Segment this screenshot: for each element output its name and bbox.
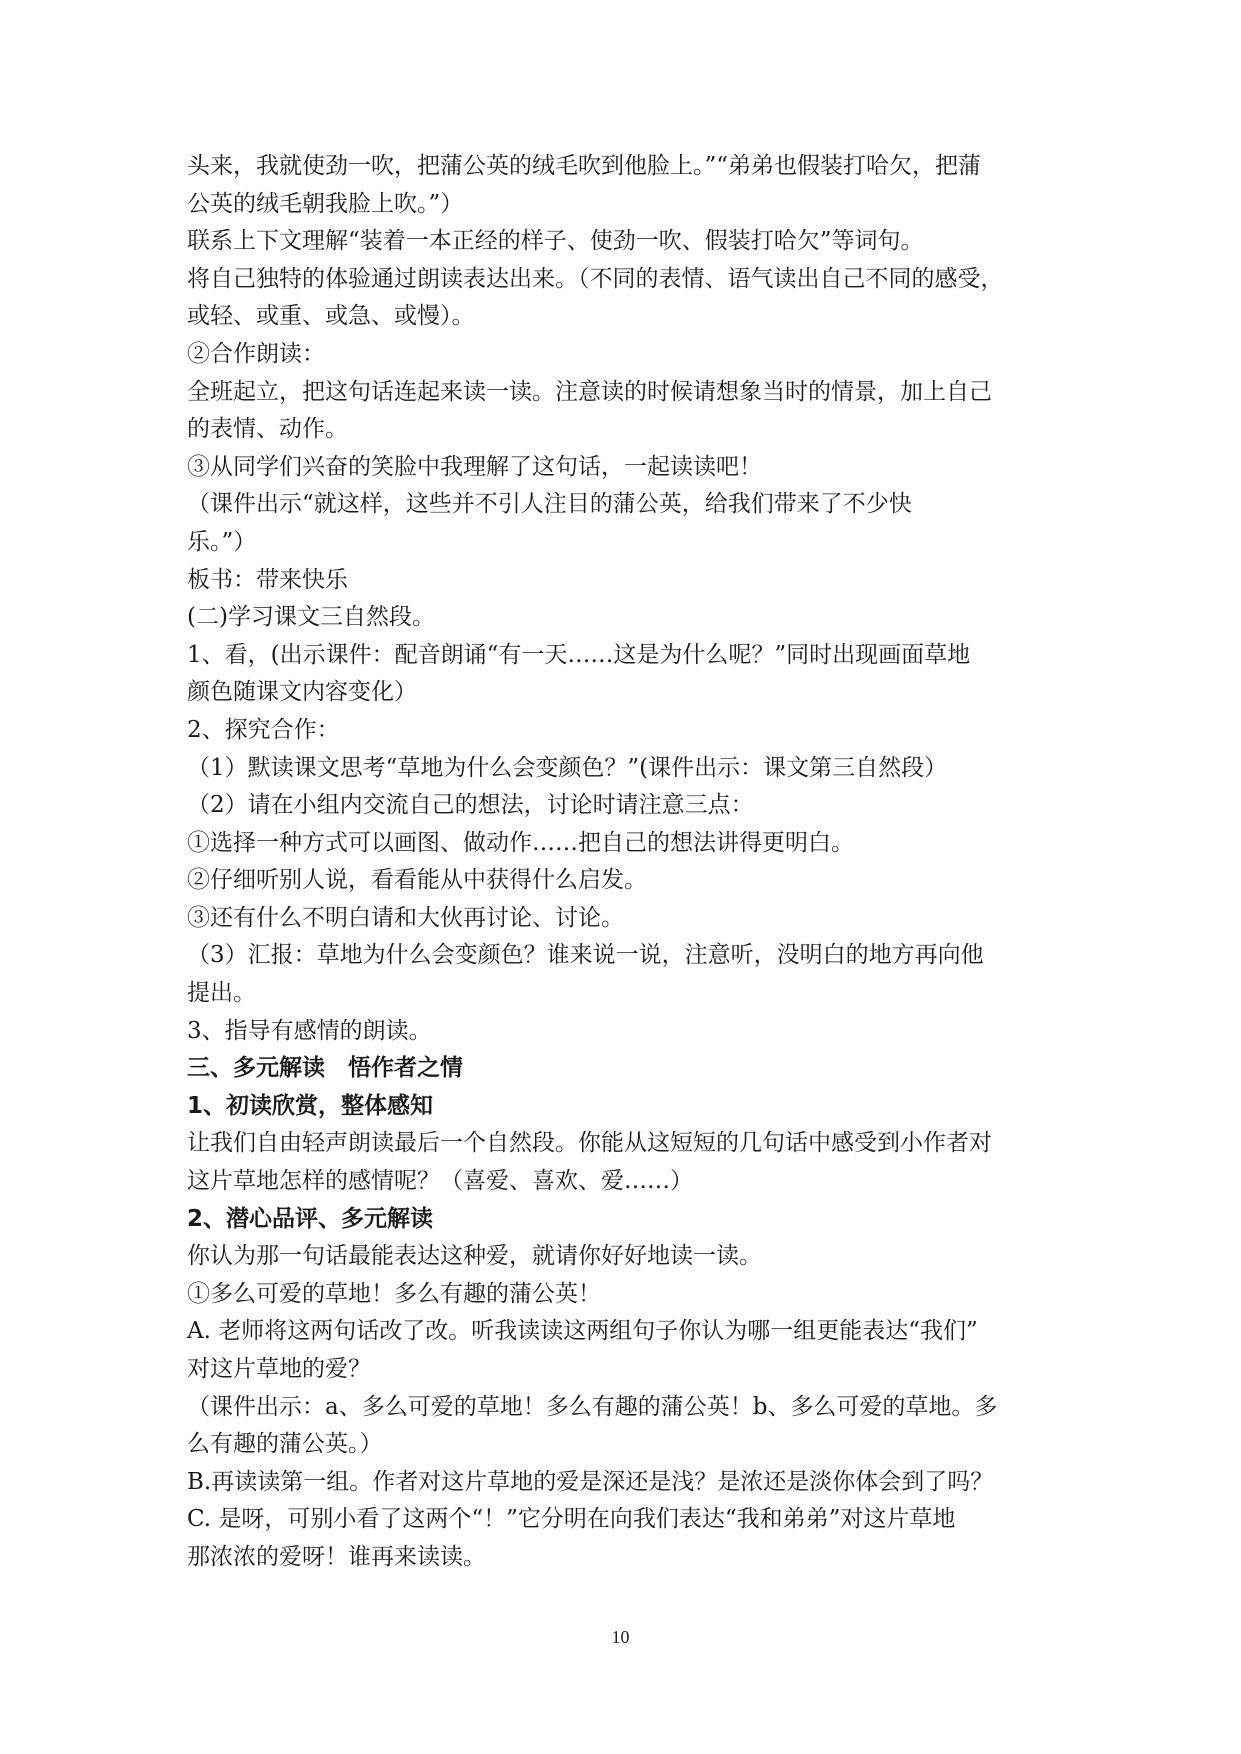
text-line: 提出。: [187, 980, 256, 1007]
page-number: 10: [611, 1627, 630, 1647]
text-line: （3）汇报：草地为什么会变颜色？谁来说一说，注意听，没明白的地方再向他: [187, 942, 984, 969]
text-line: 颜色随课文内容变化）: [187, 679, 417, 706]
text-line: 让我们自由轻声朗读最后一个自然段。你能从这短短的几句话中感受到小作者对: [187, 1130, 992, 1157]
text-line: 1、看，(出示课件：配音朗诵“有一天……这是为什么呢？”同时出现画面草地: [187, 641, 971, 668]
text-line: B.再读读第一组。作者对这片草地的爱是深还是浅？是浓还是淡你体会到了吗？: [187, 1468, 994, 1495]
text-line: 乐。”）: [187, 528, 257, 555]
text-line: 头来，我就使劲一吹，把蒲公英的绒毛吹到他脸上。”“弟弟也假装打哈欠，把蒲: [187, 153, 982, 179]
text-line: (二)学习课文三自然段。: [187, 604, 435, 631]
text-line: ③从同学们兴奋的笑脸中我理解了这句话，一起读读吧！: [187, 453, 762, 480]
text-line: 联系上下文理解“装着一本正经的样子、使劲一吹、假装打哈欠”等词句。: [187, 228, 924, 255]
text-line: ②合作朗读：: [187, 340, 325, 367]
text-line: （1）默读课文思考“草地为什么会变颜色？”(课件出示：课文第三自然段）: [187, 754, 948, 781]
text-line: 你认为那一句话最能表达这种爱，就请你好好地读一读。: [187, 1243, 762, 1270]
text-line: C. 是呀，可别小看了这两个“！”它分明在向我们表达“我和弟弟”对这片草地: [187, 1506, 956, 1533]
text-line: ③还有什么不明白请和大伙再讨论、讨论。: [187, 904, 624, 931]
text-line: 这片草地怎样的感情呢？（喜爱、喜欢、爱……）: [187, 1168, 693, 1195]
text-line: ①选择一种方式可以画图、做动作……把自己的想法讲得更明白。: [187, 829, 854, 856]
text-line: 的表情、动作。: [187, 416, 348, 443]
text-line: 板书：带来快乐: [187, 566, 348, 593]
text-line: 对这片草地的爱？: [187, 1356, 371, 1382]
text-line: （课件出示“就这样，这些并不引人注目的蒲公英，给我们带来了不少快: [187, 491, 912, 518]
text-line: 么有趣的蒲公英。）: [187, 1431, 383, 1458]
text-line: 全班起立，把这句话连起来读一读。注意读的时候请想象当时的情景，加上自己: [187, 378, 992, 405]
text-line: ①多么可爱的草地！多么有趣的蒲公英！: [187, 1280, 601, 1307]
section-heading: 三、多元解读 悟作者之情: [187, 1055, 463, 1082]
text-line: 3、指导有感情的朗读。: [187, 1017, 432, 1044]
text-line: （2）请在小组内交流自己的想法，讨论时请注意三点：: [187, 792, 754, 819]
text-line: 2、探究合作：: [187, 716, 340, 743]
text-line: 公英的绒毛朝我脸上吹。”）: [187, 190, 464, 217]
text-line: 或轻、或重、或急、或慢）。: [187, 303, 475, 330]
text-line: （课件出示：a、多么可爱的草地！多么有趣的蒲公英！b、多么可爱的草地。多: [187, 1393, 998, 1420]
section-heading: 2、潜心品评、多元解读: [187, 1205, 434, 1232]
document-body: [187, 148, 1053, 1577]
section-heading: 1、初读欣赏，整体感知: [187, 1092, 434, 1119]
text-line: A. 老师将这两句话改了改。听我读读这两组句子你认为哪一组更能表达“我们”: [187, 1318, 978, 1345]
text-line: 那浓浓的爱呀！谁再来读读。: [187, 1543, 486, 1570]
text-line: 将自己独特的体验通过朗读表达出来。（不同的表情、语气读出自己不同的感受，: [187, 265, 1004, 292]
text-line: ②仔细听别人说，看看能从中获得什么启发。: [187, 867, 647, 894]
